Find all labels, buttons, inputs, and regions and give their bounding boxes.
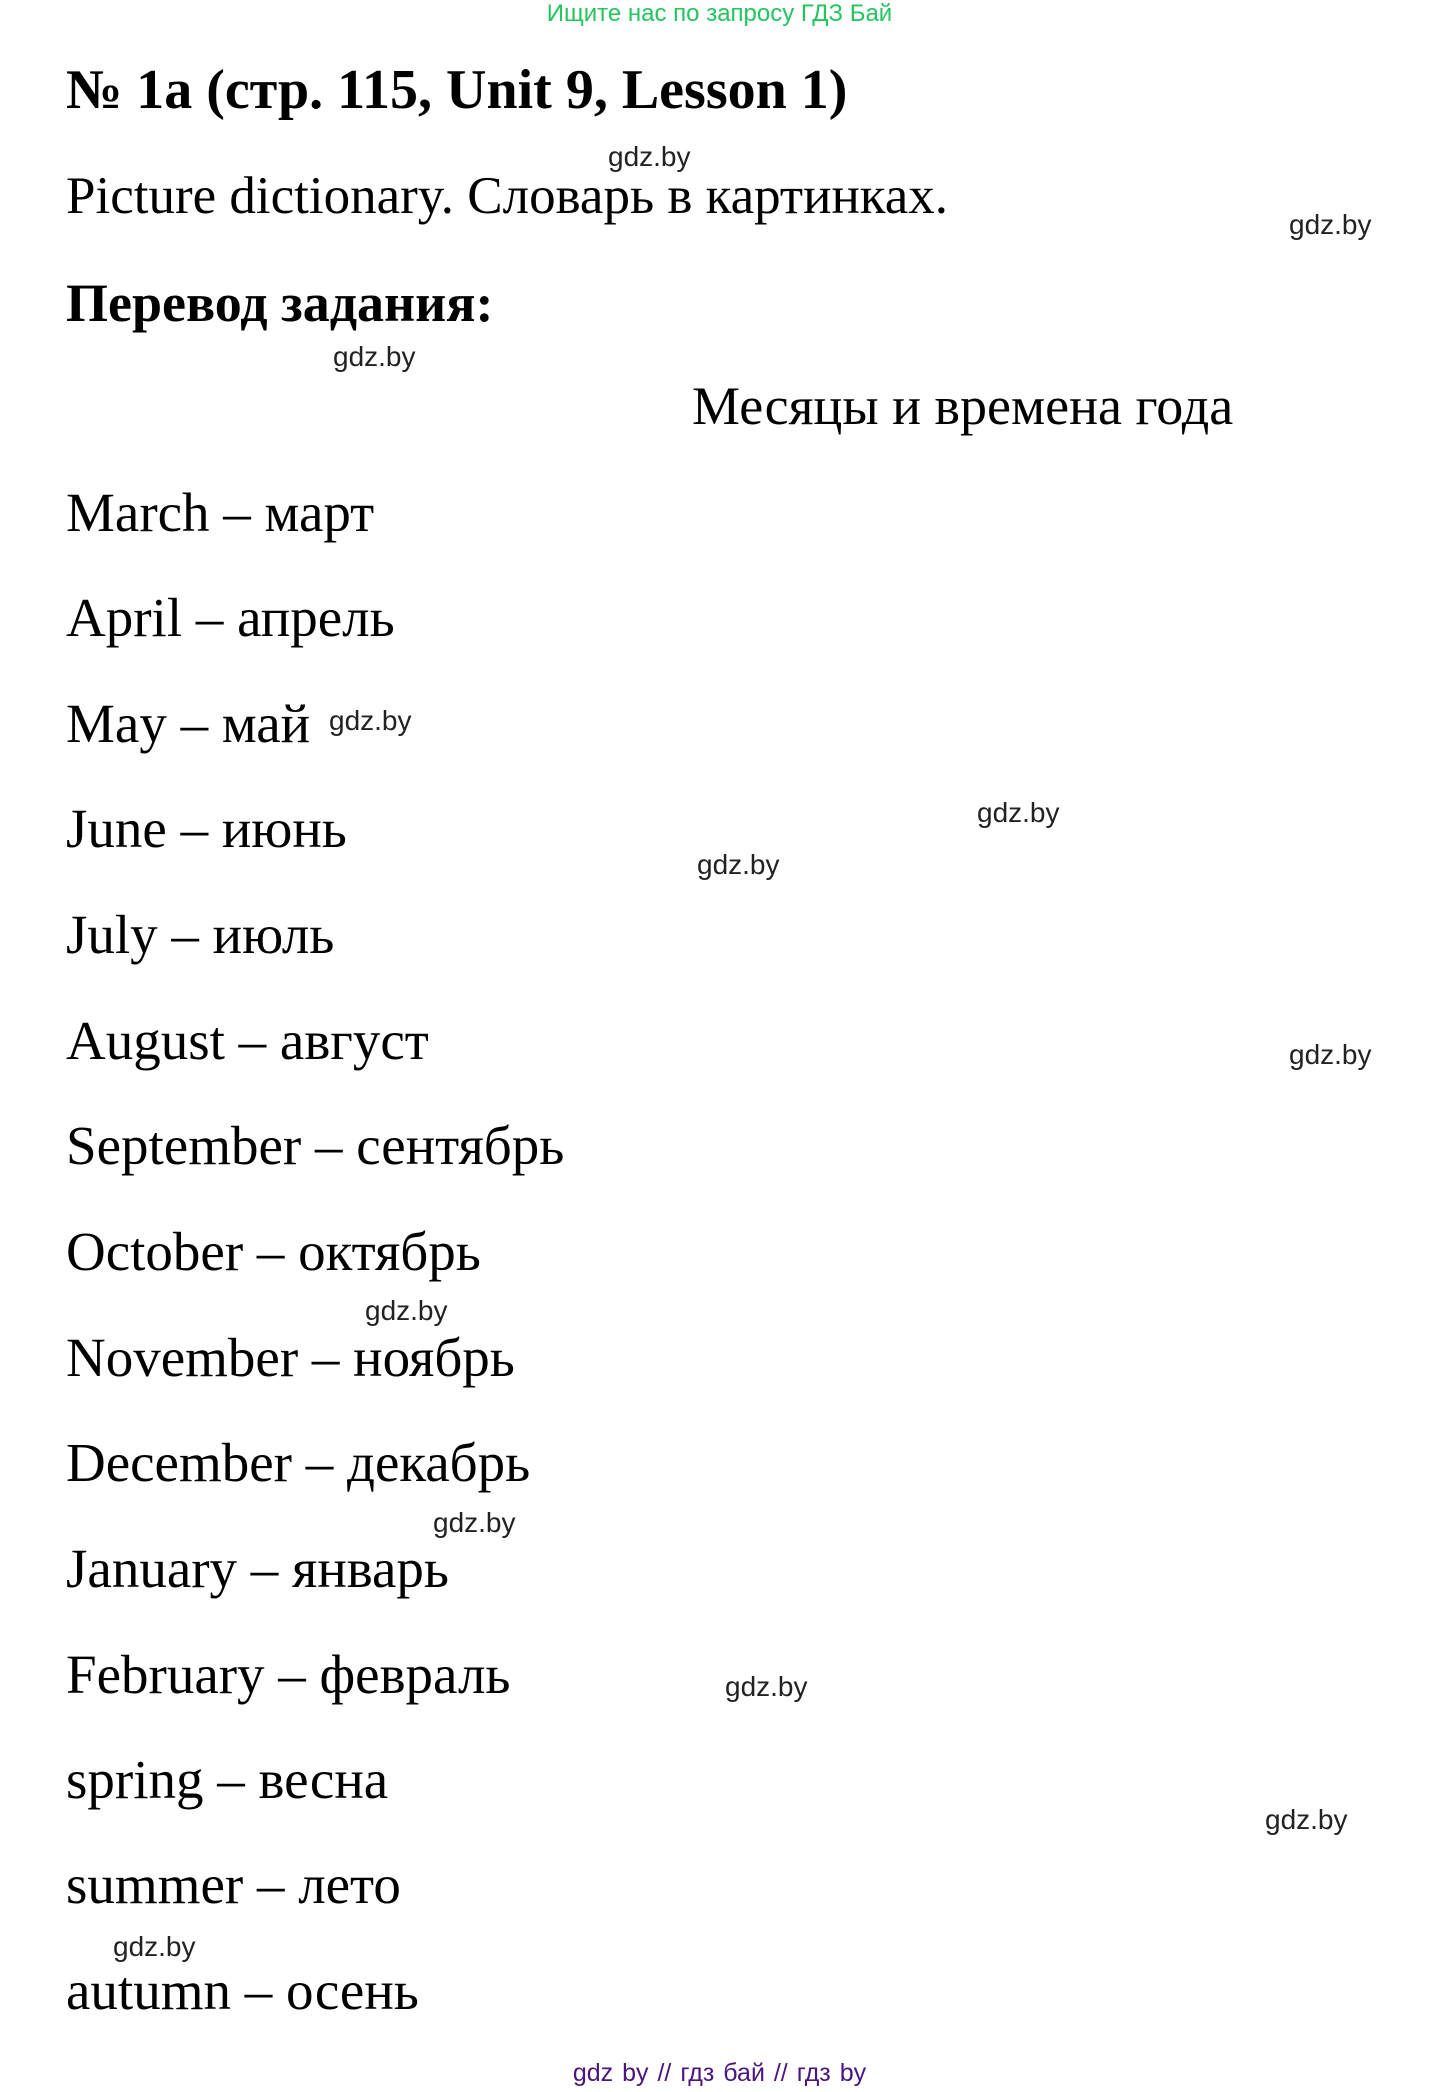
exercise-subtitle: Picture dictionary. Словарь в картинках. (66, 167, 949, 225)
vocab-entry-may: May – май (66, 693, 311, 754)
vocab-entry-summer: summer – лето (66, 1854, 401, 1915)
watermark: gdz.by (365, 1295, 448, 1326)
watermark: gdz.by (977, 797, 1060, 828)
vocab-entry-april: April – апрель (66, 587, 395, 648)
months-seasons-heading: Месяцы и времена года (692, 376, 1234, 436)
watermark: gdz.by (697, 849, 780, 880)
vocab-entry-june: June – июнь (66, 798, 347, 859)
search-banner[interactable]: Ищите нас по запросу ГДЗ Бай (546, 0, 893, 27)
vocab-entry-august: August – август (66, 1010, 429, 1071)
vocab-entry-autumn: autumn – осень (66, 1960, 419, 2021)
exercise-heading: № 1a (стр. 115, Unit 9, Lesson 1) (66, 59, 848, 121)
vocab-entry-march: March – март (66, 482, 375, 543)
footer-links[interactable]: gdz by // гдз бай // гдз by (572, 2059, 867, 2087)
watermark: gdz.by (725, 1671, 808, 1702)
vocab-entry-july: July – июль (66, 904, 335, 965)
vocab-entry-september: September – сентябрь (66, 1115, 565, 1176)
watermark: gdz.by (1289, 209, 1372, 240)
watermark: gdz.by (333, 341, 416, 372)
vocab-entry-february: February – февраль (66, 1644, 511, 1705)
vocab-entry-october: October – октябрь (66, 1221, 481, 1282)
translation-section-title: Перевод задания: (66, 273, 494, 333)
watermark: gdz.by (608, 141, 691, 172)
watermark: gdz.by (329, 705, 412, 736)
vocab-entry-november: November – ноябрь (66, 1327, 515, 1388)
watermark: gdz.by (1289, 1039, 1372, 1070)
watermark: gdz.by (1265, 1804, 1348, 1835)
watermark: gdz.by (433, 1507, 516, 1538)
vocab-entry-january: January – январь (66, 1538, 450, 1599)
watermark: gdz.by (113, 1931, 196, 1962)
vocab-entry-december: December – декабрь (66, 1432, 531, 1493)
vocab-entry-spring: spring – весна (66, 1749, 389, 1810)
